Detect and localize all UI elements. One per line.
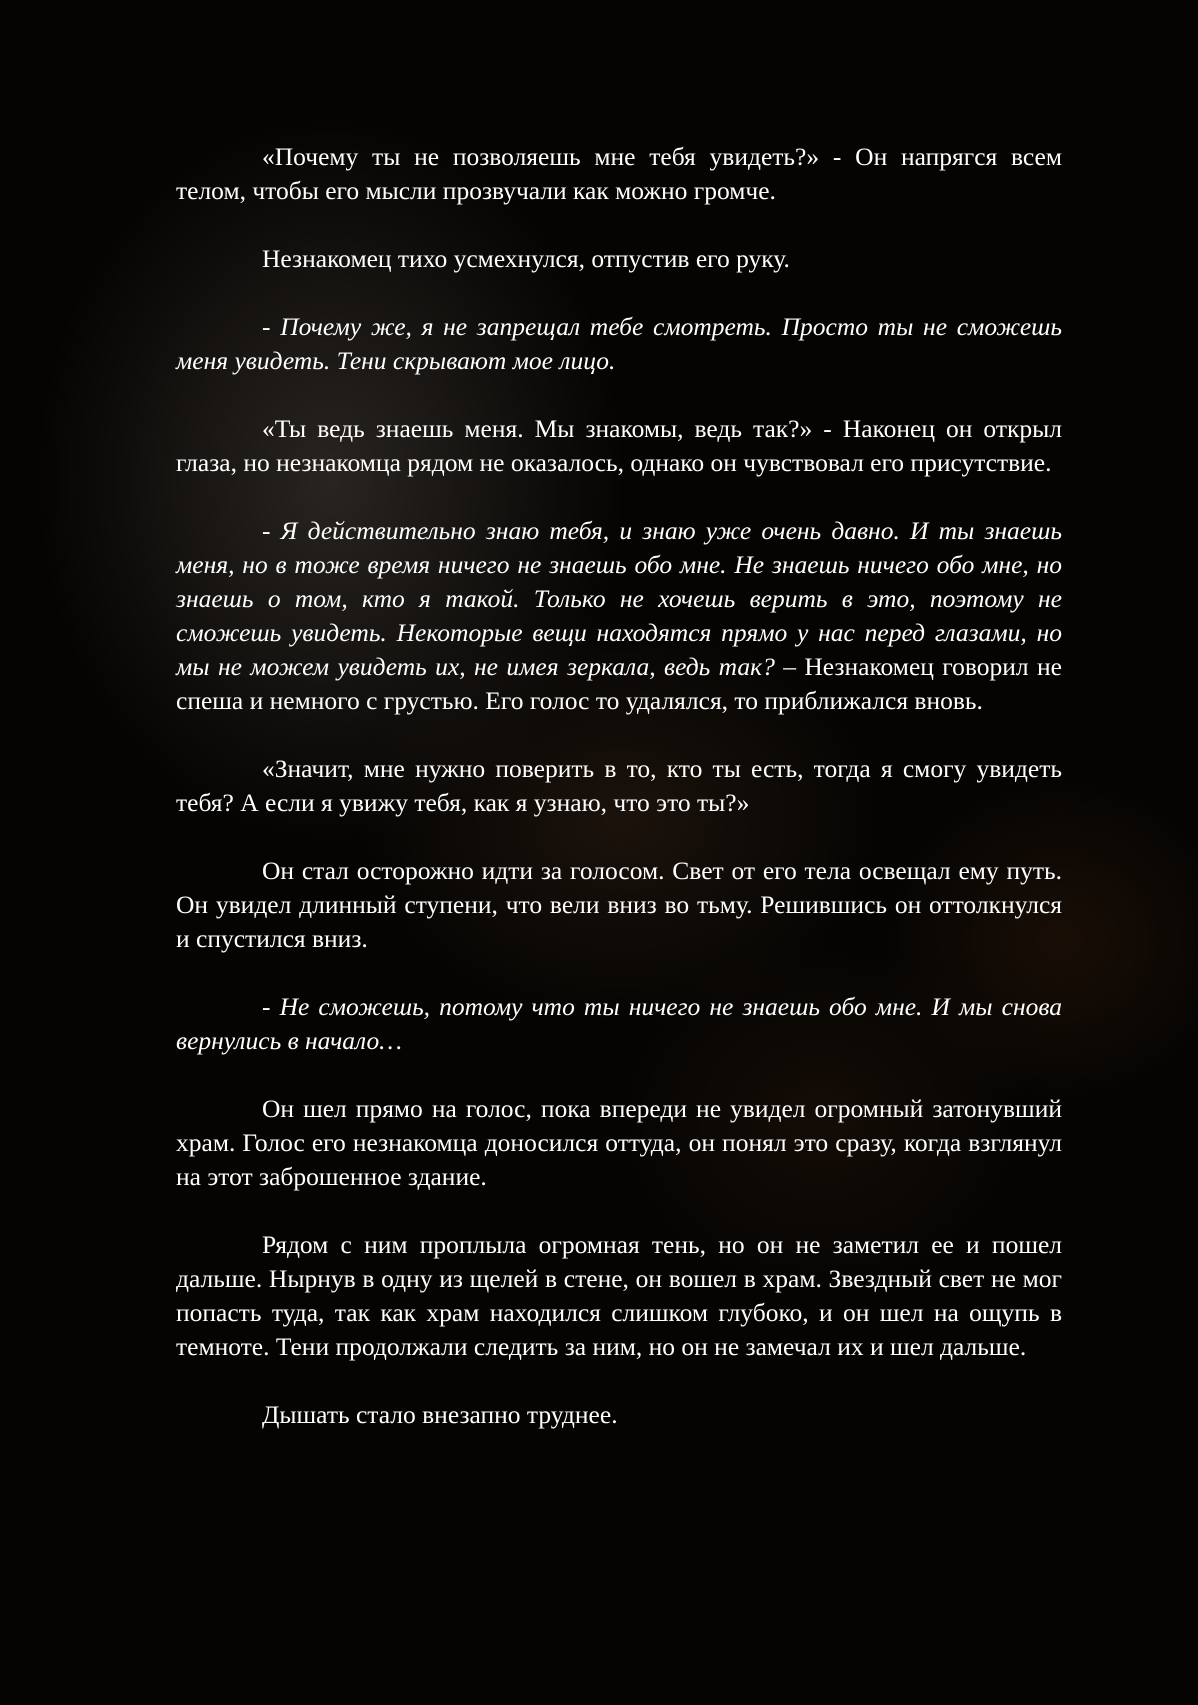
paragraph	[176, 752, 1062, 820]
paragraph	[176, 1398, 1062, 1432]
italic-text-run: Не сможешь, потому что ты ничего не знаешь обо мне. И мы снова вернулись в начало…	[176, 992, 1062, 1055]
paragraph	[176, 1228, 1062, 1364]
text-run: «Ты ведь знаешь меня. Мы знакомы, ведь так?» - Наконец он открыл глаза, но незнакомца рядом не оказалось, однако он чувствовал его присутствие.	[176, 414, 1062, 477]
text-run: Незнакомец говорил не спеша и немного с грустью. Его голос то удалялся, то приближался вновь.	[176, 652, 1062, 715]
paragraph	[176, 412, 1062, 480]
text-run: Он шел прямо на голос, пока впереди не увидел огромный затонувший храм. Голос его незнакомца доносился оттуда, он понял это сразу, когда взглянул на этот заброшенное здание.	[176, 1094, 1062, 1191]
text-run: Рядом с ним проплыла огромная тень, но он не заметил ее и пошел дальше. Нырнув в одну из щелей в стене, он вошел в храм. Звездный свет не мог попасть туда, так как храм находился слишком глубоко, и он шел на ощупь в темноте. Тени продолжали следить за ним, но он не замечал их и шел дальше.	[176, 1230, 1062, 1361]
text-run: «Почему ты не позволяешь мне тебя увидеть?» - Он напрягся всем телом, чтобы его мысли прозвучали как можно громче.	[176, 142, 1062, 205]
paragraph	[176, 1092, 1062, 1194]
text-run: -	[262, 992, 280, 1021]
text-run: Незнакомец тихо усмехнулся, отпустив его руку.	[262, 244, 790, 273]
italic-text-run: Я действительно знаю тебя, и знаю уже очень давно. И ты знаешь меня, но в тоже время ничего не знаешь обо мне. Не знаешь ничего обо мне, но знаешь о том, кто я такой. Только не хочешь верить в это, поэтому не сможешь увидеть. Некоторые вещи находятся прямо у нас перед глазами, но мы не можем увидеть их, не имея зеркала, ведь так? –	[176, 516, 1062, 681]
paragraph	[176, 854, 1062, 956]
text-run: -	[262, 516, 281, 545]
text-run: «Значит, мне нужно поверить в то, кто ты есть, тогда я смогу увидеть тебя? А если я увижу тебя, как я узнаю, что это ты?»	[176, 754, 1062, 817]
italic-text-run: Почему же, я не запрещал тебе смотреть. Просто ты не сможешь меня увидеть. Тени скрывают мое лицо.	[176, 312, 1062, 375]
paragraph	[176, 140, 1062, 208]
paragraph	[176, 514, 1062, 718]
paragraph	[176, 242, 1062, 276]
text-run: -	[262, 312, 281, 341]
page-text	[176, 140, 1062, 1432]
paragraph	[176, 990, 1062, 1058]
text-run: Дышать стало внезапно труднее.	[262, 1400, 618, 1429]
paragraph	[176, 310, 1062, 378]
text-run: Он стал осторожно идти за голосом. Свет от его тела освещал ему путь. Он увидел длинный ступени, что вели вниз во тьму. Решившись он оттолкнулся и спустился вниз.	[176, 856, 1062, 953]
